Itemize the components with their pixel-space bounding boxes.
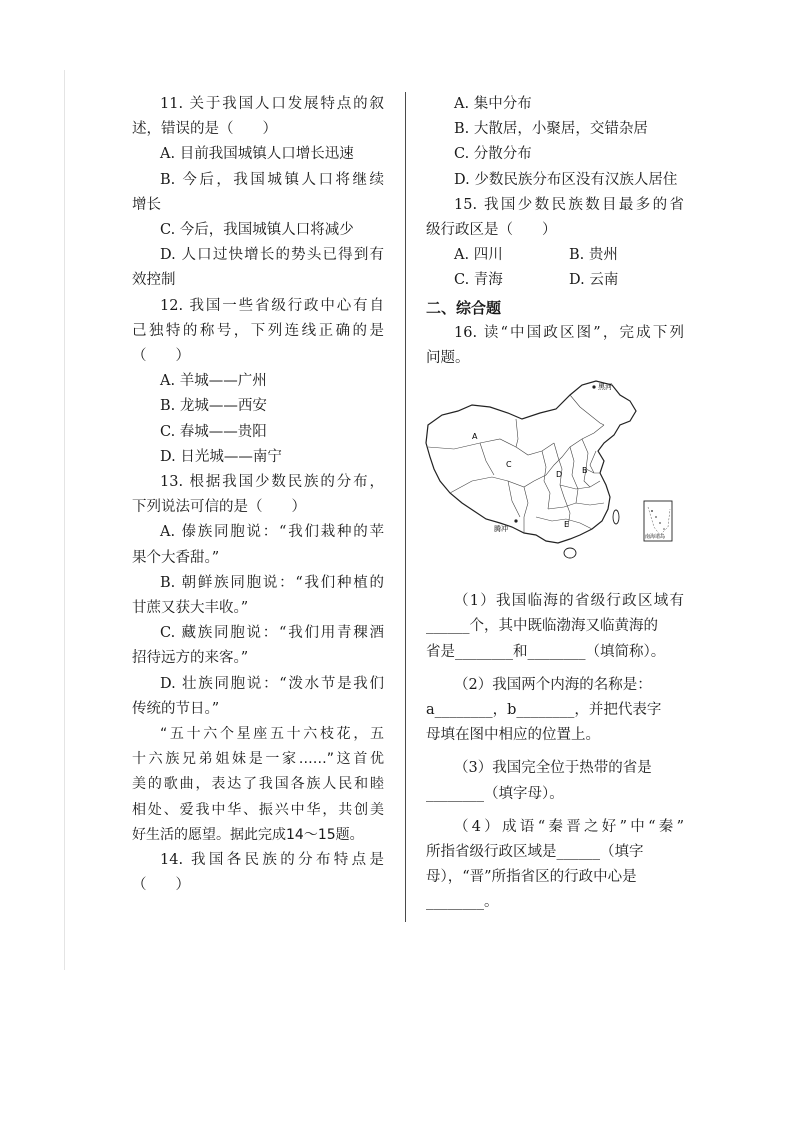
q13-option-d-line1: D. 壮族同胞说：“泼水节是我们 <box>160 675 384 692</box>
q14-option-a: A. 集中分布 <box>454 96 532 112</box>
q11-option-d-line2: 效控制 <box>132 272 176 289</box>
q13-option-b-line1: B. 朝鲜族同胞说：“我们种植的 <box>160 574 384 591</box>
map-label-e: E <box>564 520 570 530</box>
q16-stem-line1: 16. 读“中国政区图”，完成下列 <box>454 324 684 341</box>
column-divider <box>405 92 406 922</box>
q12-option-c: C. 春城——贵阳 <box>160 423 267 440</box>
passage <box>132 722 384 848</box>
passage-line4: 相处、爱我中华、振兴中华，共创美 <box>132 801 384 818</box>
q15-option-d: D. 云南 <box>569 272 619 289</box>
q16-part1-line3: 省是________和________（填简称）。 <box>426 643 666 660</box>
q11-stem-line2: 述，错误的是（ ） <box>132 121 277 138</box>
map-label-d: D <box>556 470 563 480</box>
q14-option-d: D. 少数民族分布区没有汉族人居住 <box>454 171 678 188</box>
q16-part3-line1: （3）我国完全位于热带的省是 <box>454 760 652 777</box>
q11-option-d-line1: D. 人口过快增长的势头已得到有 <box>160 247 384 264</box>
q16-part2-line3: 母填在图中相应的位置上。 <box>426 727 600 744</box>
q11-option-a: A. 目前我国城镇人口增长迅速 <box>160 146 354 163</box>
left-column <box>132 92 384 899</box>
q16-part1-line1: （1）我国临海的省级行政区域有 <box>454 593 684 610</box>
q12-stem-line1: 12. 我国一些省级行政中心有自 <box>160 297 384 314</box>
q14-stem-line1: 14. 我国各民族的分布特点是 <box>160 852 384 869</box>
q15-stem-line2: 级行政区是（ ） <box>426 222 557 239</box>
q16-part4-line4: ________。 <box>426 894 499 911</box>
right-column <box>426 92 684 916</box>
q11-stem-line1: 11. 关于我国人口发展特点的叙 <box>160 96 384 112</box>
q16-stem-line2: 问题。 <box>426 350 470 367</box>
q16-part3-line2: ________（填字母）。 <box>426 785 564 802</box>
q13-stem-line2: 下列说法可信的是（ ） <box>132 499 306 516</box>
q15-option-c: C. 青海 <box>454 272 503 289</box>
q15-option-a: A. 四川 <box>454 247 503 264</box>
q12-stem-line3: （ ） <box>132 348 190 365</box>
q16-part1-line2: ______个，其中既临渤海又临黄海的 <box>426 618 658 635</box>
q13-option-a-line2: 果个大香甜。” <box>132 549 220 566</box>
china-outline <box>426 381 636 543</box>
map-label-c: C <box>506 460 512 470</box>
q12-option-d: D. 日光城——南宁 <box>160 448 282 465</box>
china-map-figure <box>424 377 679 577</box>
hainan-island <box>564 548 576 558</box>
map-label-heihe: 黑河 <box>598 383 612 392</box>
map-label-tengchong: 腾冲 <box>494 525 508 534</box>
q13-option-b-line2: 甘蔗又获大丰收。” <box>132 600 249 617</box>
heihe-marker <box>592 386 595 389</box>
passage-line1: “五十六个星座五十六枝花，五 <box>160 726 384 743</box>
q16-part2-line1: （2）我国两个内海的名称是： <box>454 676 652 693</box>
q16-part2-line2: a________，b________，并把代表字 <box>426 702 662 719</box>
page-edge-line <box>64 70 65 970</box>
map-label-a: A <box>472 432 478 442</box>
section-heading: 二、综合题 <box>426 298 502 317</box>
q13-option-a-line1: A. 傣族同胞说：“我们栽种的苹 <box>160 524 384 541</box>
q13-option-c-line2: 招待远方的来客。” <box>132 650 249 667</box>
passage-line5: 好生活的愿望。据此完成14～15题。 <box>132 826 364 843</box>
q15-stem-line1: 15. 我国少数民族数目最多的省 <box>454 196 684 213</box>
q11-option-b-line1: B. 今后，我国城镇人口将继续 <box>160 171 384 188</box>
q14-stem-line2: （ ） <box>132 877 190 894</box>
q13-option-c-line1: C. 藏族同胞说：“我们用青稞酒 <box>160 625 384 642</box>
q12-option-b: B. 龙城——西安 <box>160 398 267 415</box>
q16-part4-line1: （4）成语“秦晋之好”中“秦” <box>454 818 684 835</box>
q11-option-b-line2: 增长 <box>132 196 161 213</box>
map-label-nanhai: 南海诸岛 <box>645 534 666 541</box>
q15-option-b: B. 贵州 <box>569 247 618 264</box>
tengchong-marker <box>514 520 517 523</box>
taiwan-island <box>613 510 619 524</box>
q14-option-b: B. 大散居，小聚居，交错杂居 <box>454 121 648 138</box>
passage-line2: 十六族兄弟姐妹是一家……”这首优 <box>132 751 384 768</box>
q12-option-a: A. 羊城——广州 <box>160 373 267 390</box>
q11-option-c: C. 今后，我国城镇人口将减少 <box>160 222 354 239</box>
q13-stem-line1: 13. 根据我国少数民族的分布， <box>160 474 384 491</box>
q14-option-c: C. 分散分布 <box>454 146 532 163</box>
china-map <box>424 377 679 577</box>
map-label-b: B <box>582 466 588 476</box>
q15-options-row2 <box>426 268 684 293</box>
q13-option-d-line2: 传统的节日。” <box>132 700 220 717</box>
passage-line3: 美的歌曲，表达了我国各族人民和睦 <box>132 776 384 793</box>
q16-part4-line2: 所指省级行政区域是______（填字 <box>426 844 644 861</box>
q15-options-row1 <box>426 243 684 268</box>
q16-part4-line3: 母），“晋”所指省区的行政中心是 <box>426 869 637 886</box>
q12-stem-line2: 己独特的称号，下列连线正确的是 <box>132 322 384 339</box>
